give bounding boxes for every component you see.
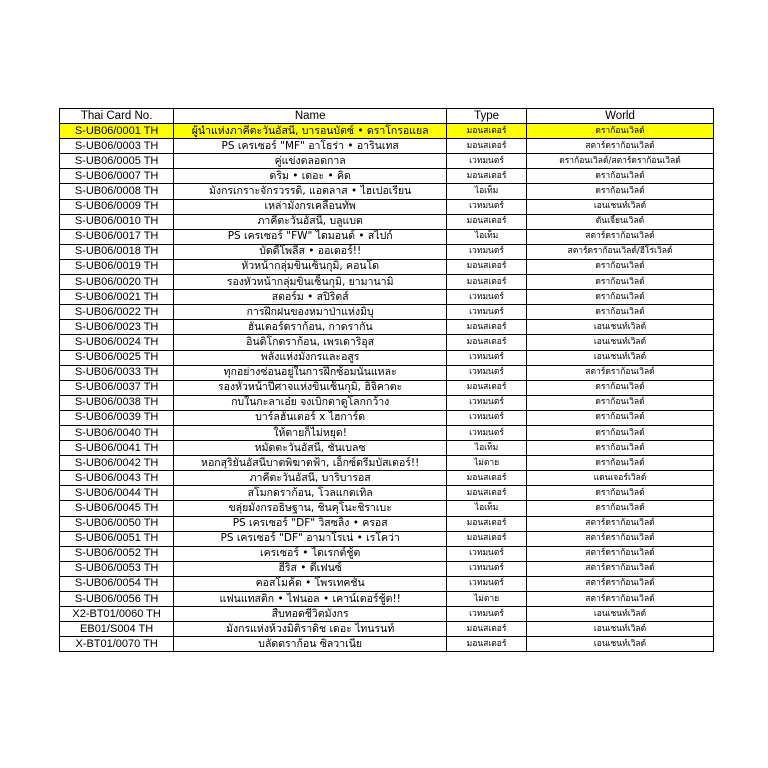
table-row [60, 516, 714, 531]
cell-world: เอนเชนท์เวิลด์ [526, 350, 713, 365]
cell-world: สตาร์ดราก้อนเวิลด์ [526, 139, 713, 154]
cell-name: ทุกอย่างซ่อนอยู่ในการฝึกซ้อมนั่นแหละ [174, 365, 447, 380]
cell-card-no: S-UB06/0051 TH [60, 531, 174, 546]
cell-name: คอสโมค้ด • โพรเทคชั่น [174, 576, 447, 591]
cell-card-no: S-UB06/0024 TH [60, 335, 174, 350]
cell-world: ดราก้อนเวิลด์ [526, 305, 713, 320]
table-row [60, 425, 714, 440]
table-row [60, 154, 714, 169]
table-row [60, 259, 714, 274]
cell-type: ไม่ตาย [447, 592, 527, 607]
cell-card-no: S-UB06/0044 TH [60, 486, 174, 501]
cell-card-no: S-UB06/0007 TH [60, 169, 174, 184]
cell-name: แฟนแทสติก • ไฟนอล • เคาน์เตอร์ชู้ต!! [174, 592, 447, 607]
cell-type: เวทมนตร์ [447, 561, 527, 576]
cell-world: สตาร์ดราก้อนเวิลด์ [526, 516, 713, 531]
cell-name: คู่แข่งตลอดกาล [174, 154, 447, 169]
cell-card-no: S-UB06/0039 TH [60, 410, 174, 425]
cell-card-no: S-UB06/0001 TH [60, 124, 174, 139]
cell-name: บลัดดราก้อน ซิลวาเนีย [174, 637, 447, 652]
table-row [60, 546, 714, 561]
cell-world: ดราก้อนเวิลด์ [526, 184, 713, 199]
cell-name: อินดิโกดราก้อน, เพรเดาริอุส [174, 335, 447, 350]
cell-name: PS เครเซอร์ "DF" อามาโรเน่ • เรโคว่า [174, 531, 447, 546]
cell-world: ดราก้อนเวิลด์ [526, 259, 713, 274]
cell-type: เวทมนตร์ [447, 305, 527, 320]
table-row [60, 456, 714, 471]
cell-world: เอนเชนท์เวิลด์ [526, 320, 713, 335]
table-row [60, 275, 714, 290]
cell-type: มอนสเตอร์ [447, 486, 527, 501]
table-body [60, 124, 714, 652]
table-row [60, 229, 714, 244]
table-row [60, 395, 714, 410]
cell-type: มอนสเตอร์ [447, 471, 527, 486]
cell-card-no: S-UB06/0050 TH [60, 516, 174, 531]
cell-card-no: S-UB06/0025 TH [60, 350, 174, 365]
cell-card-no: S-UB06/0008 TH [60, 184, 174, 199]
cell-world: สตาร์ดราก้อนเวิลด์ [526, 576, 713, 591]
cell-world: เอนเชนท์เวิลด์ [526, 335, 713, 350]
cell-world: สตาร์ดราก้อนเวิลด์ [526, 365, 713, 380]
cell-name: สโมกดราก้อน, โวลแกตเทิล [174, 486, 447, 501]
cell-name: หมัดตะวันอัสนี, ชันเบลซ [174, 441, 447, 456]
cell-type: มอนสเตอร์ [447, 637, 527, 652]
cell-world: ดราก้อนเวิลด์ [526, 410, 713, 425]
table-row [60, 410, 714, 425]
cell-name: ฮันเตอร์ดราก้อน, กาดรากัน [174, 320, 447, 335]
cell-name: ให้ตายก็ไม่หยุด! [174, 425, 447, 440]
cell-world: ดราก้อนเวิลด์ [526, 425, 713, 440]
table-row [60, 531, 714, 546]
cell-world: สตาร์ดราก้อนเวิลด์/ฮีโร่เวิลด์ [526, 244, 713, 259]
cell-type: มอนสเตอร์ [447, 124, 527, 139]
cell-world: สตาร์ดราก้อนเวิลด์ [526, 546, 713, 561]
cell-world: ดราก้อนเวิลด์ [526, 290, 713, 305]
table-row [60, 501, 714, 516]
table-row [60, 350, 714, 365]
table-row [60, 290, 714, 305]
cell-name: มังกรแห่งห้วงมิติราดิช เดอะ ไทนรนท์ [174, 622, 447, 637]
cell-card-no: S-UB06/0040 TH [60, 425, 174, 440]
cell-type: มอนสเตอร์ [447, 335, 527, 350]
cell-name: บาร์ลฮันเตอร์ x ไฮการ์ด [174, 410, 447, 425]
cell-card-no: S-UB06/0022 TH [60, 305, 174, 320]
cell-type: มอนสเตอร์ [447, 516, 527, 531]
cell-type: มอนสเตอร์ [447, 259, 527, 274]
cell-name: รองหัวหน้ากลุ่มขินเซ็นกุมิ, ยามานามิ [174, 275, 447, 290]
cell-type: มอนสเตอร์ [447, 320, 527, 335]
cell-name: สืบทอดชีวิตมังกร [174, 607, 447, 622]
cell-name: การฝึกฝนของหมาป่าแห่งมิบุ [174, 305, 447, 320]
table-row [60, 365, 714, 380]
table-row [60, 441, 714, 456]
table-row [60, 244, 714, 259]
cell-name: PS เครเซอร์ "DF" วิสซลิ้ง • ครอส [174, 516, 447, 531]
table-row [60, 124, 714, 139]
cell-type: มอนสเตอร์ [447, 531, 527, 546]
cell-type: เวทมนตร์ [447, 607, 527, 622]
header-card-no: Thai Card No. [60, 109, 174, 124]
cell-card-no: S-UB06/0054 TH [60, 576, 174, 591]
cell-type: ไอเท็ม [447, 229, 527, 244]
cell-world: สตาร์ดราก้อนเวิลด์ [526, 229, 713, 244]
cell-type: เวทมนตร์ [447, 395, 527, 410]
cell-world: ดราก้อนเวิลด์ [526, 395, 713, 410]
table-row [60, 622, 714, 637]
cell-card-no: S-UB06/0021 TH [60, 290, 174, 305]
cell-name: ผู้นำแห่งภาคีตะวันอัสนี, บารอนบัตซ์ • ดราโกรอแยล [174, 124, 447, 139]
cell-name: PS เครเซอร์ "FW" ไดมอนด์ • สไปก์ [174, 229, 447, 244]
cell-name: เครเซอร์ • ไดเรกต์ชู้ต [174, 546, 447, 561]
table-row [60, 380, 714, 395]
cell-name: บัดดี้โพลีส • ออเดอร์!! [174, 244, 447, 259]
cell-name: มังกรเกราะจักรวรรดิ, แอตลาส • ไฮเปอเรียน [174, 184, 447, 199]
cell-world: ดราก้อนเวิลด์/สตาร์ดราก้อนเวิลด์ [526, 154, 713, 169]
table-row [60, 637, 714, 652]
cell-world: สตาร์ดราก้อนเวิลด์ [526, 592, 713, 607]
cell-card-no: S-UB06/0043 TH [60, 471, 174, 486]
header-name: Name [174, 109, 447, 124]
table-row [60, 184, 714, 199]
cell-card-no: EB01/S004 TH [60, 622, 174, 637]
cell-name: หัวหน้ากลุ่มขินเซ็นกุมิ, คอนโด [174, 259, 447, 274]
cell-world: ดราก้อนเวิลด์ [526, 441, 713, 456]
cell-type: เวทมนตร์ [447, 199, 527, 214]
table-row [60, 199, 714, 214]
card-list-table [59, 108, 714, 652]
cell-type: เวทมนตร์ [447, 576, 527, 591]
cell-type: เวทมนตร์ [447, 154, 527, 169]
cell-type: มอนสเตอร์ [447, 380, 527, 395]
cell-name: เหล่ามังกรเคลื่อนทัพ [174, 199, 447, 214]
cell-card-no: S-UB06/0010 TH [60, 214, 174, 229]
cell-world: ดราก้อนเวิลด์ [526, 456, 713, 471]
cell-card-no: S-UB06/0017 TH [60, 229, 174, 244]
table-row [60, 335, 714, 350]
table-row [60, 320, 714, 335]
cell-world: ดราก้อนเวิลด์ [526, 169, 713, 184]
table-row [60, 305, 714, 320]
cell-card-no: S-UB06/0003 TH [60, 139, 174, 154]
cell-type: มอนสเตอร์ [447, 169, 527, 184]
cell-card-no: S-UB06/0045 TH [60, 501, 174, 516]
cell-world: เอนเชนท์เวิลด์ [526, 199, 713, 214]
cell-type: เวทมนตร์ [447, 546, 527, 561]
cell-world: เอนเชนท์เวิลด์ [526, 622, 713, 637]
table-row [60, 576, 714, 591]
cell-name: พลังแห่งมังกรและอสูร [174, 350, 447, 365]
cell-name: ขลุ่ยมังกรอธิษฐาน, ชินคุโนะชิราเบะ [174, 501, 447, 516]
cell-name: ภาคีตะวันอัสนี, บลูแบต [174, 214, 447, 229]
table-row [60, 607, 714, 622]
cell-type: เวทมนตร์ [447, 425, 527, 440]
cell-type: มอนสเตอร์ [447, 622, 527, 637]
table-row [60, 471, 714, 486]
cell-name: ดริม • เดอะ • คิด [174, 169, 447, 184]
table-row [60, 486, 714, 501]
cell-name: กบในกะลาเอ๋ย จงเบิกตาดูโลกกว้าง [174, 395, 447, 410]
cell-world: เอนเชนท์เวิลด์ [526, 637, 713, 652]
header-row [60, 109, 714, 124]
cell-world: ดราก้อนเวิลด์ [526, 486, 713, 501]
cell-card-no: S-UB06/0020 TH [60, 275, 174, 290]
cell-card-no: S-UB06/0041 TH [60, 441, 174, 456]
cell-name: PS เครเซอร์ "MF" อาโธร่า • อารินเทส [174, 139, 447, 154]
cell-card-no: X2-BT01/0060 TH [60, 607, 174, 622]
header-world: World [526, 109, 713, 124]
cell-card-no: S-UB06/0042 TH [60, 456, 174, 471]
cell-type: เวทมนตร์ [447, 350, 527, 365]
cell-card-no: S-UB06/0038 TH [60, 395, 174, 410]
cell-card-no: S-UB06/0037 TH [60, 380, 174, 395]
cell-name: ฮีริส • ดีเฟนซ์ [174, 561, 447, 576]
cell-world: แดนเจอร์เวิลด์ [526, 471, 713, 486]
cell-type: เวทมนตร์ [447, 365, 527, 380]
cell-type: มอนสเตอร์ [447, 139, 527, 154]
header-type: Type [447, 109, 527, 124]
cell-card-no: S-UB06/0033 TH [60, 365, 174, 380]
cell-type: ไอเท็ม [447, 501, 527, 516]
cell-type: ไอเท็ม [447, 184, 527, 199]
cell-card-no: S-UB06/0053 TH [60, 561, 174, 576]
cell-type: ไม่ตาย [447, 456, 527, 471]
cell-type: เวทมนตร์ [447, 244, 527, 259]
cell-world: ดราก้อนเวิลด์ [526, 501, 713, 516]
cell-card-no: S-UB06/0056 TH [60, 592, 174, 607]
cell-world: ดันเจี้ยนเวิลด์ [526, 214, 713, 229]
cell-type: มอนสเตอร์ [447, 275, 527, 290]
cell-card-no: S-UB06/0009 TH [60, 199, 174, 214]
table-row [60, 214, 714, 229]
cell-type: เวทมนตร์ [447, 290, 527, 305]
table-row [60, 592, 714, 607]
cell-card-no: S-UB06/0005 TH [60, 154, 174, 169]
cell-type: มอนสเตอร์ [447, 214, 527, 229]
cell-world: สตาร์ดราก้อนเวิลด์ [526, 531, 713, 546]
cell-world: เอนเชนท์เวิลด์ [526, 607, 713, 622]
cell-card-no: S-UB06/0052 TH [60, 546, 174, 561]
cell-world: สตาร์ดราก้อนเวิลด์ [526, 561, 713, 576]
cell-card-no: S-UB06/0019 TH [60, 259, 174, 274]
cell-name: สตอร์ม • สปิริตส์ [174, 290, 447, 305]
cell-type: ไอเท็ม [447, 441, 527, 456]
cell-world: ดราก้อนเวิลด์ [526, 380, 713, 395]
table-row [60, 139, 714, 154]
table-row [60, 561, 714, 576]
table-row [60, 169, 714, 184]
cell-name: รองหัวหน้าปีศาจแห่งขินเซ็นกุมิ, ฮิจิคาตะ [174, 380, 447, 395]
cell-card-no: S-UB06/0023 TH [60, 320, 174, 335]
cell-type: เวทมนตร์ [447, 410, 527, 425]
cell-card-no: S-UB06/0018 TH [60, 244, 174, 259]
cell-name: ภาคีตะวันอัสนี, บาริบารอส [174, 471, 447, 486]
cell-world: ดราก้อนเวิลด์ [526, 275, 713, 290]
cell-world: ดราก้อนเวิลด์ [526, 124, 713, 139]
cell-name: หอกสุริยันอัสนีบาตพิฆาตฟ้า, เอ็กซ์ดรีมบัสเตอร์!! [174, 456, 447, 471]
cell-card-no: X-BT01/0070 TH [60, 637, 174, 652]
